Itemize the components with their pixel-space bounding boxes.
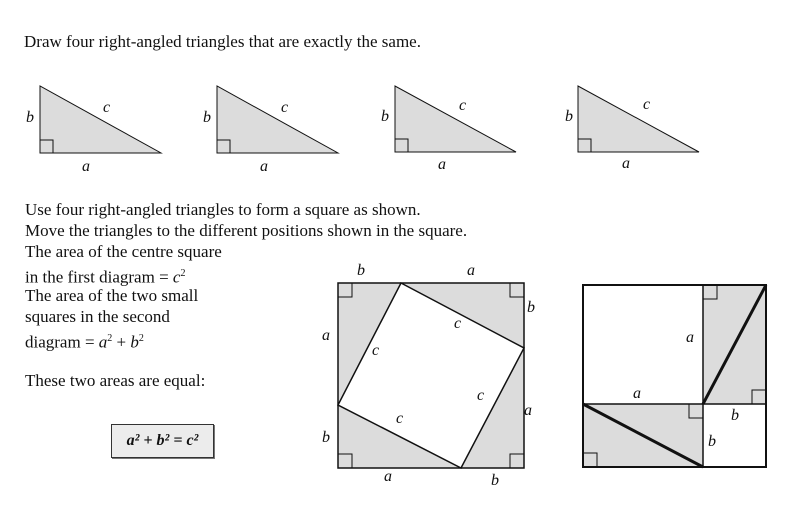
tri1-label-c: c (103, 99, 111, 116)
explanation-line-2: in the first diagram = $c^2$ (25, 267, 186, 287)
tri1-label-a: a (82, 158, 90, 175)
diagram1-label-b-top: b (357, 262, 365, 279)
tri3-label-b: b (381, 108, 389, 125)
explanation-line-1: The area of the centre square (25, 242, 222, 261)
explanation-line-5: diagram = $a^2 + b^2$ (25, 332, 144, 352)
diagram1-label-c-2: c (372, 342, 380, 359)
diagram2-label-b-1: b (731, 407, 739, 424)
conclusion-text: These two areas are equal: (25, 371, 206, 390)
diagram1-label-a-right: a (524, 402, 532, 419)
formula-text: a² + b² = c² (126, 432, 199, 449)
diagram1-label-a-left: a (322, 327, 330, 344)
tri4-label-c: c (643, 96, 651, 113)
diagram2-label-a-right: a (686, 329, 694, 346)
tri3-label-c: c (459, 97, 467, 114)
tri1-label-b: b (26, 109, 34, 126)
tri2-label-c: c (281, 99, 289, 116)
instruction-line-2: Move the triangles to the different positions shown in the square. (25, 221, 468, 240)
tri2-label-a: a (260, 158, 268, 175)
explanation-line-4: squares in the second (25, 307, 170, 326)
tri4-label-b: b (565, 108, 573, 125)
diagram1-label-c-1: c (454, 315, 462, 332)
instruction-line-1: Use four right-angled triangles to form a square as shown. (25, 200, 421, 219)
diagram1-label-b-left: b (322, 429, 330, 446)
diagram1-label-c-3: c (477, 387, 485, 404)
tri4-label-a: a (622, 155, 630, 172)
intro-text: Draw four right-angled triangles that are exactly the same. (24, 32, 421, 51)
diagram1-label-a-top: a (467, 262, 475, 279)
tri3-label-a: a (438, 156, 446, 173)
diagram2-label-a-bottom: a (633, 385, 641, 402)
diagram1-label-b-right: b (527, 299, 535, 316)
tri2-label-b: b (203, 109, 211, 126)
diagram1-label-a-bottom: a (384, 468, 392, 485)
explanation-line-3: The area of the two small (25, 286, 199, 305)
diagram1-label-b-bottom: b (491, 472, 499, 489)
diagram2-label-b-2: b (708, 433, 716, 450)
diagram1-label-c-4: c (396, 410, 404, 427)
